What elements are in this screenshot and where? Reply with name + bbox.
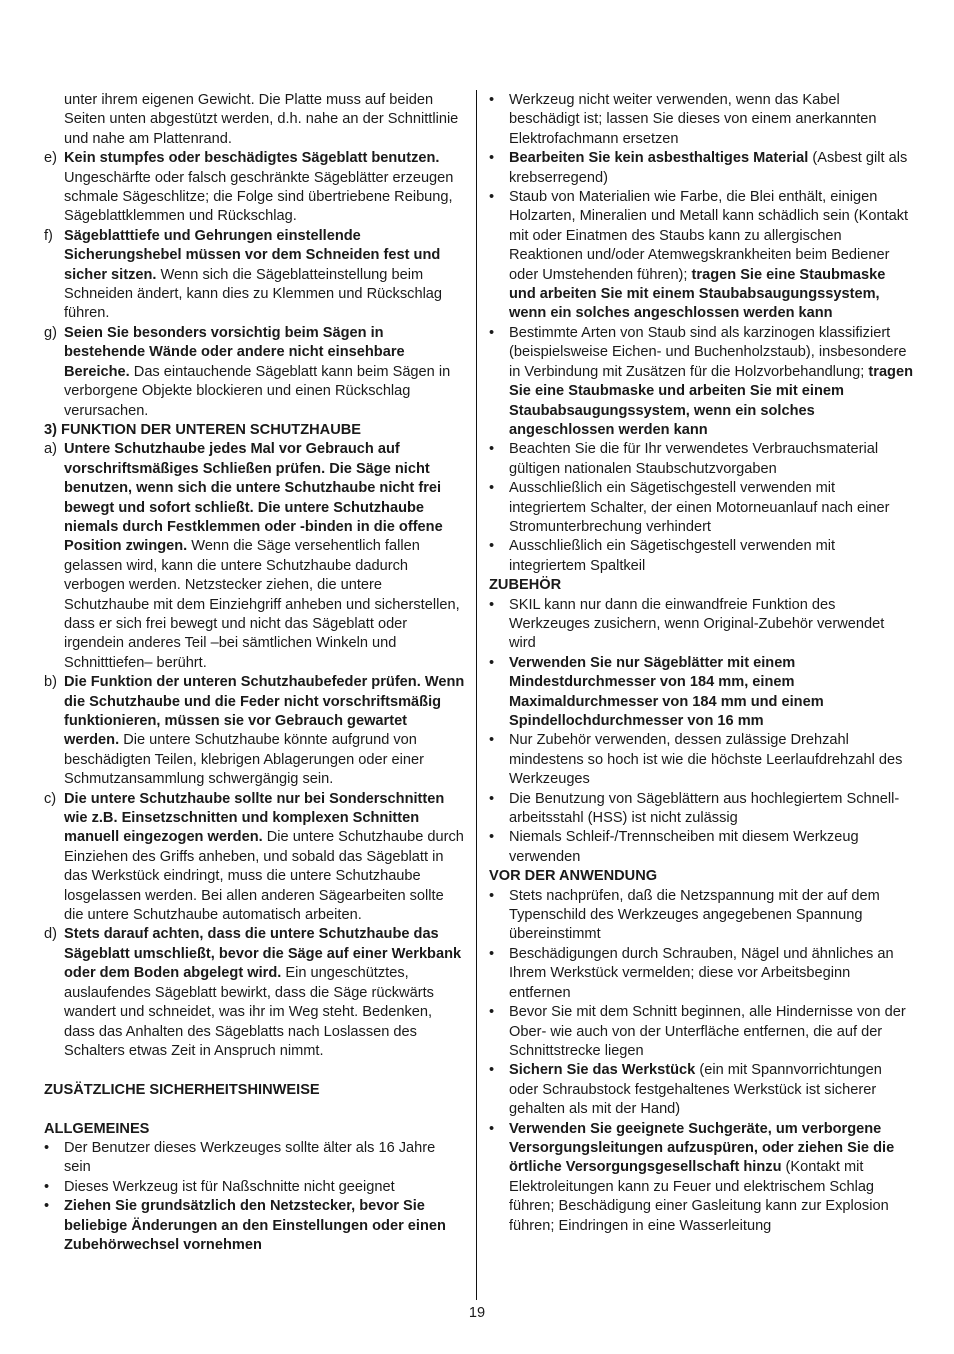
bullet-item — [489, 945, 913, 1003]
regular-text: Die untere Schutzhaube durch Einziehen des Griffs anheben, und sobald das Sägeblatt in das Werkstück eindringt, muss die untere Schutzhaube losgelassen werden. Bei allen anderen Sägearbeiten sollte die untere Schutzhaube automatisch arbeiten. — [64, 829, 464, 924]
item-text — [509, 440, 913, 479]
item-text — [509, 479, 913, 537]
item-text — [509, 945, 913, 1003]
bold-text: Sichern Sie das Werkstück — [509, 1062, 696, 1079]
regular-text: (Kontakt mit Elektroleitungen kann zu Feuer und elektrischem Schlag führen; Beschädigung einer Gasleitung kann zur Explosion führen; Eindringen in eine Wasserleitung — [509, 1159, 889, 1234]
section-heading: ZUSÄTZLICHE SICHERHEITSHINWEISE — [44, 1081, 320, 1098]
bold-text: Untere Schutzhaube jedes Mal vor Gebrauch auf vorschriftsmäßiges Schließen prüfen. Die Säge nicht benutzen, wenn sich die untere Schutzhaube nicht frei bewegt und sofort schließt. Die untere Schutzhaube niemals durch Festklemmen oder -binden in die offene Position zwingen. — [64, 441, 443, 555]
bold-text: Kein stumpfes oder beschädigtes Sägeblatt benutzen. — [64, 150, 440, 167]
regular-text: Dieses Werkzeug ist für Naßschnitte nicht geeignet — [64, 1178, 395, 1195]
bullet-item — [489, 91, 913, 149]
item-marker: • — [489, 324, 495, 341]
bullet-item — [44, 1139, 466, 1178]
regular-text: Das eintauchende Sägeblatt kann beim Sägen in verborgene Objekte blockieren und einen Rückschlag verursachen. — [64, 363, 451, 419]
item-marker: • — [489, 1120, 495, 1137]
item-text — [509, 1061, 913, 1119]
right-column — [489, 91, 913, 1236]
bullet-item — [489, 654, 913, 732]
item-text — [509, 1003, 913, 1061]
bold-text: tragen Sie eine Staubmaske und arbeiten Sie mit einem Staubabsaugungssystem, wenn ein solches angeschlossen werden kann — [509, 363, 913, 438]
item-marker: • — [489, 887, 495, 904]
bullet-item — [489, 324, 913, 440]
spacer — [44, 1061, 466, 1080]
section-heading: ZUBEHÖR — [489, 577, 562, 594]
item-marker: • — [489, 596, 495, 613]
regular-text: Die untere Schutzhaube könnte aufgrund von beschädigten Teilen, klebrigen Ablagerungen oder einer Schmutzansammlung schwergängig sein. — [64, 732, 424, 788]
page-number: 19 — [468, 1305, 486, 1321]
bullet-item — [489, 537, 913, 576]
bullet-item — [489, 188, 913, 324]
regular-text: Die Benutzung von Sägeblättern aus hochlegiertem Schnell- arbeitsstahl (HSS) ist nicht zulässig — [509, 790, 900, 827]
regular-text: Beachten Sie die für Ihr verwendetes Verbrauchsmaterial gültigen nationalen Staubschutzvorgaben — [509, 441, 879, 477]
bullet-item — [489, 440, 913, 479]
item-text — [509, 149, 913, 188]
item-text — [509, 887, 913, 945]
regular-text: Bevor Sie mit dem Schnitt beginnen, alle Hindernisse von der Ober- wie auch von der Unterfläche entfernen, die auf der Schnittstrecke liegen — [509, 1004, 906, 1059]
item-text — [64, 673, 466, 789]
bold-text: Seien Sie besonders vorsichtig beim Sägen in bestehende Wände oder andere nicht einsehbare Bereiche. — [64, 324, 405, 380]
regular-text: Ein ungeschütztes, auslaufendes Sägeblatt bewirkt, dass die Säge rückwärts wandert und schneidet, was ihr im Weg steht. Bedenken, dass das Anhalten des Sägeblatts nach Loslassen des Schalters etwas Zeit in Anspruch nimmt. — [64, 965, 434, 1059]
lettered-item — [44, 440, 466, 673]
item-marker: • — [489, 945, 495, 962]
item-text — [509, 91, 913, 149]
regular-text: (Asbest gilt als krebserregend) — [509, 150, 908, 186]
item-marker: • — [489, 538, 495, 555]
item-marker: • — [44, 1198, 50, 1215]
item-text — [509, 828, 913, 867]
item-text — [509, 188, 913, 324]
bold-text: Bearbeiten Sie kein asbesthaltiges Material — [509, 150, 809, 167]
regular-text: Ausschließlich ein Sägetischgestell verwenden mit integriertem Spaltkeil — [509, 538, 836, 574]
item-marker: e) — [44, 150, 57, 167]
item-marker: • — [489, 1004, 495, 1021]
item-text — [64, 1139, 466, 1178]
item-text — [509, 790, 913, 829]
bullet-item — [489, 790, 913, 829]
regular-text: Stets nachprüfen, daß die Netzspannung mit der auf dem Typenschild des Werkzeuges angegebenen Spannung übereinstimmt — [509, 887, 880, 943]
item-text — [64, 1197, 466, 1255]
left-column — [44, 91, 466, 1255]
item-marker: • — [489, 790, 495, 807]
item-marker: c) — [44, 790, 57, 807]
bullet-item — [489, 828, 913, 867]
regular-text: Der Benutzer dieses Werkzeuges sollte älter als 16 Jahre sein — [64, 1139, 436, 1176]
item-text — [509, 1120, 913, 1236]
lettered-item — [44, 925, 466, 1061]
item-marker: • — [44, 1178, 50, 1195]
bullet-item — [489, 1061, 913, 1119]
item-text — [64, 149, 466, 227]
bullet-item — [489, 149, 913, 188]
item-marker: • — [489, 732, 495, 749]
bullet-item — [489, 887, 913, 945]
item-text — [64, 440, 466, 673]
section-heading: 3) FUNKTION DER UNTEREN SCHUTZHAUBE — [44, 421, 362, 438]
item-marker: • — [489, 441, 495, 458]
lettered-item — [44, 324, 466, 421]
regular-text: Beschädigungen durch Schrauben, Nägel und ähnliches an Ihrem Werkstück vermelden; diese vor Arbeitsbeginn entfernen — [509, 945, 894, 1001]
regular-text: Wenn sich die Sägeblatteinstellung beim Schneiden ändert, kann dies zu Klemmen und Rückschlag führen. — [64, 266, 443, 322]
item-text — [64, 227, 466, 324]
section-heading: VOR DER ANWENDUNG — [489, 868, 658, 885]
item-marker: • — [489, 654, 495, 671]
item-marker: • — [44, 1139, 50, 1156]
item-marker: d) — [44, 926, 57, 943]
item-marker: • — [489, 829, 495, 846]
bold-text: tragen Sie eine Staubmaske und arbeiten Sie mit einem Staubabsaugungssystem, wenn ein solches angeschlossen werden kann — [509, 266, 886, 322]
bold-text: Sägeblatttiefe und Gehrungen einstellende Sicherungshebel müssen vor dem Schneiden fest und sicher sitzen. — [64, 227, 441, 283]
regular-text: Niemals Schleif-/Trennscheiben mit diesem Werkzeug verwenden — [509, 829, 859, 865]
item-text — [509, 596, 913, 654]
regular-text: Ungeschärfte oder falsch geschränkte Sägeblätter erzeugen schmale Sägeschlitze; die Folge sind übertriebene Reibung, Sägeblattklemmen und Rückschlag. — [64, 169, 454, 225]
item-marker: • — [489, 92, 495, 108]
item-marker: • — [489, 480, 495, 497]
spacer — [44, 1100, 466, 1119]
bullet-item — [489, 1120, 913, 1236]
regular-text: Werkzeug nicht weiter verwenden, wenn das Kabel beschädigt ist; lassen Sie dieses von einem anerkannten Elektrofachmann ersetzen — [509, 92, 877, 147]
item-marker: g) — [44, 324, 57, 341]
section-heading: ALLGEMEINES — [44, 1120, 150, 1137]
bold-text: Die untere Schutzhaube sollte nur bei Sonderschnitten wie z.B. Einsetzschnitten und komplexen Schnitten manuell eingezogen werden. — [64, 790, 445, 846]
bullet-item — [489, 479, 913, 537]
bold-text: Stets darauf achten, dass die untere Schutzhaube das Sägeblatt umschließt, bevor die Säge auf einer Werkbank oder dem Boden abgelegt wird. — [64, 926, 462, 982]
bullet-item — [489, 731, 913, 789]
item-marker: b) — [44, 674, 57, 691]
regular-text: SKIL kann nur dann die einwandfreie Funktion des Werkzeuges zusichern, wenn Original-Zubehör verwendet wird — [509, 596, 885, 652]
regular-text: (ein mit Spannvorrichtungen oder Schraubstock festgehaltenes Werkstück ist sicherer gehalten als mit der Hand) — [509, 1062, 882, 1118]
bullet-item — [44, 1178, 466, 1197]
item-text — [509, 654, 913, 732]
item-marker: • — [489, 150, 495, 167]
item-text — [509, 731, 913, 789]
bold-text: Die Funktion der unteren Schutzhaubefeder prüfen. Wenn die Schutzhaube und die Feder nicht vorschriftsmäßig funktionieren, müssen sie vor Gebrauch gewartet werden. — [64, 674, 465, 749]
regular-text: Wenn die Säge versehentlich fallen gelassen wird, kann die untere Schutzhaube dadurch verbogen werden. Netzstecker ziehen, die untere Schutzhaube mit dem Einziehgriff anheben und sicherstellen, dass er sich frei bewegt und nicht das Sägeblatt oder irgendein anderes Teil –bei sämtlichen Winkeln und Schnitttiefen– berührt. — [64, 538, 460, 671]
item-marker: a) — [44, 441, 57, 458]
item-marker: f) — [44, 227, 53, 244]
regular-text: Bestimmte Arten von Staub sind als karzinogen klassifiziert (beispielsweise Eichen- und Buchenholzstaub), insbesondere in Verbindung mit Zusätzen für die Holzvorbehandlung; — [509, 324, 907, 380]
column-divider — [476, 90, 477, 1300]
item-text — [64, 1178, 466, 1197]
bold-text: Verwenden Sie nur Sägeblätter mit einem Mindestdurchmesser von 184 mm, einem Maximaldurchmesser von 184 mm und einem Spindellochdurchmesser von 16 mm — [509, 654, 824, 729]
regular-text: Nur Zubehör verwenden, dessen zulässige Drehzahl mindestens so hoch ist wie die höchste Leerlaufdrehzahl des Werkzeuges — [509, 732, 903, 788]
bold-text: Verwenden Sie geeignete Suchgeräte, um verborgene Versorgungsleitungen aufzuspüren, oder ziehen Sie die örtliche Versorgungsgesellschaft hinzu — [509, 1120, 895, 1176]
lettered-item — [44, 673, 466, 789]
bullet-item — [44, 1197, 466, 1255]
bullet-item — [489, 1003, 913, 1061]
item-text — [509, 537, 913, 576]
lettered-item — [44, 149, 466, 227]
lettered-item — [44, 790, 466, 926]
paragraph-continuation: unter ihrem eigenen Gewicht. Die Platte muss auf beiden Seiten unten abgestützt werden, d.h. nahe an der Schnittlinie und nahe am Plattenrand. — [64, 92, 459, 147]
item-marker: • — [489, 189, 495, 206]
bold-text: Ziehen Sie grundsätzlich den Netzstecker, bevor Sie beliebige Änderungen an den Einstellungen oder einen Zubehörwechsel vornehmen — [64, 1198, 446, 1253]
item-text — [64, 925, 466, 1061]
item-text — [64, 324, 466, 421]
item-text — [509, 324, 913, 440]
lettered-item — [44, 227, 466, 324]
item-text — [64, 790, 466, 926]
regular-text: Staub von Materialien wie Farbe, die Blei enthält, einigen Holzarten, Mineralien und Metall kann schädlich sein (Kontakt mit oder Einatmen des Staubs kann zu allergischen Reaktionen und/oder Atemwegskrankheiten beim Bediener oder Umstehenden führen); — [509, 189, 909, 283]
regular-text: Ausschließlich ein Sägetischgestell verwenden mit integriertem Schalter, der einen Motorneuanlauf nach einer Stromunterbrechung verhindert — [509, 480, 890, 535]
item-marker: • — [489, 1062, 495, 1079]
bullet-item — [489, 596, 913, 654]
